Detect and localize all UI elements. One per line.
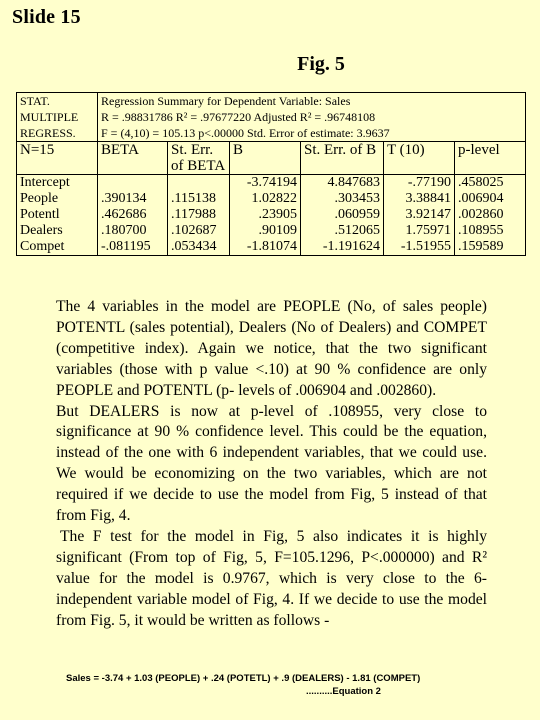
se-b-column [301, 175, 384, 256]
table-cell: .060959 [334, 207, 380, 222]
row-label: Intercept [20, 175, 70, 190]
table-cell: 3.38841 [405, 191, 451, 206]
table-cell: .180700 [101, 223, 147, 238]
b-column [230, 175, 301, 256]
table-cell: -1.81074 [246, 239, 297, 254]
header-left-line: MULTIPLE [20, 110, 79, 124]
table-cell: .115138 [171, 191, 216, 206]
column-header: St. Err. of BETA [168, 142, 230, 175]
table-cell: .90109 [258, 223, 297, 238]
table-cell: 1.02822 [251, 191, 297, 206]
t-column [384, 175, 455, 256]
table-cell: 3.92147 [405, 207, 451, 222]
table-cell: 1.75971 [405, 223, 451, 238]
header-left-line: STAT. [20, 94, 50, 108]
paragraph: But DEALERS is now at p-level of .108955, very close to significance at 90 % confidence level. This could be the equation, instead of the one with 6 independent variables, that we could use. We would be economizing on the two variables, which are not required if we decide to use the model from Fig, 5 instead of that from Fig, 4. [56, 402, 487, 525]
table-cell [171, 175, 226, 191]
column-header-row [17, 142, 526, 175]
equation [66, 672, 486, 698]
row-labels [17, 175, 98, 256]
table-cell: .006904 [458, 191, 504, 206]
table-cell: .303453 [334, 191, 380, 206]
table-cell: .458025 [458, 175, 504, 190]
table-cell: .512065 [334, 223, 380, 238]
table-cell: .117988 [171, 207, 216, 222]
equation-text: Sales = -3.74 + 1.03 (PEOPLE) + .24 (POTETL) + .9 (DEALERS) - 1.81 (COMPET) [66, 673, 421, 684]
table-cell: 4.847683 [327, 175, 380, 190]
column-header: p-level [455, 142, 526, 175]
table-cell: -.77190 [407, 175, 451, 190]
se-beta-column [168, 175, 230, 256]
column-header: St. Err. of B [301, 142, 384, 175]
table-header-row [17, 93, 526, 142]
table-header-left [17, 93, 98, 142]
row-label: Potentl [20, 207, 60, 222]
column-header: T (10) [384, 142, 455, 175]
table-cell: .390134 [101, 191, 147, 206]
table-cell: -.081195 [101, 239, 151, 254]
table-cell: .23905 [258, 207, 297, 222]
table-cell: -3.74194 [246, 175, 297, 190]
slide-title: Slide 15 [12, 6, 81, 28]
figure-title-text: Fig. 5 [297, 53, 345, 75]
table-cell: -1.51955 [400, 239, 451, 254]
summary-line: F = (4,10) = 105.13 p<.00000 Std. Error of estimate: 3.9637 [101, 126, 390, 140]
paragraph: The 4 variables in the model are PEOPLE (No, of sales people) POTENTL (sales potential), Dealers (No of Dealers) and COMPET (competitive index). Again we notice, that the two significant variables (those with p value <.10) at 90 % confidence are only PEOPLE and POTENTL (p- levels of .006904 and .002860). [56, 298, 487, 399]
table-cell: .102687 [171, 223, 217, 238]
table-cell: .108955 [458, 223, 504, 238]
paragraph: The F test for the model in Fig, 5 also indicates it is highly significant (From top of Fig, 5, F=105.1296, P<.000000) and R² value for the model is 0.9767, which is very close to the 6-independent variable model of Fig, 4. If we decide to use the model from Fig. 5, it would be written as follows - [56, 527, 487, 629]
table-cell: -1.191624 [322, 239, 380, 254]
column-header: BETA [98, 142, 168, 175]
figure-title [0, 53, 540, 76]
table-cell [101, 175, 164, 191]
equation-label: ..........Equation 2 [306, 686, 381, 697]
table-header-summary [98, 93, 526, 142]
column-header: N=15 [17, 142, 98, 175]
row-label: People [20, 191, 59, 206]
table-cell: .053434 [171, 239, 217, 254]
table-cell: .462686 [101, 207, 147, 222]
summary-line: R = .98831786 R² = .97677220 Adjusted R² = .96748108 [101, 110, 376, 124]
column-header: B [230, 142, 301, 175]
body-text [56, 297, 487, 632]
row-label: Compet [20, 239, 65, 254]
beta-column [98, 175, 168, 256]
table-data-rows [17, 175, 526, 256]
table-cell: .002860 [458, 207, 504, 222]
table-cell: .159589 [458, 239, 504, 254]
regression-summary-table [16, 92, 526, 256]
row-label: Dealers [20, 223, 63, 238]
p-level-column [455, 175, 526, 256]
summary-line: Regression Summary for Dependent Variable: Sales [101, 94, 351, 108]
header-left-line: REGRESS. [20, 126, 76, 140]
